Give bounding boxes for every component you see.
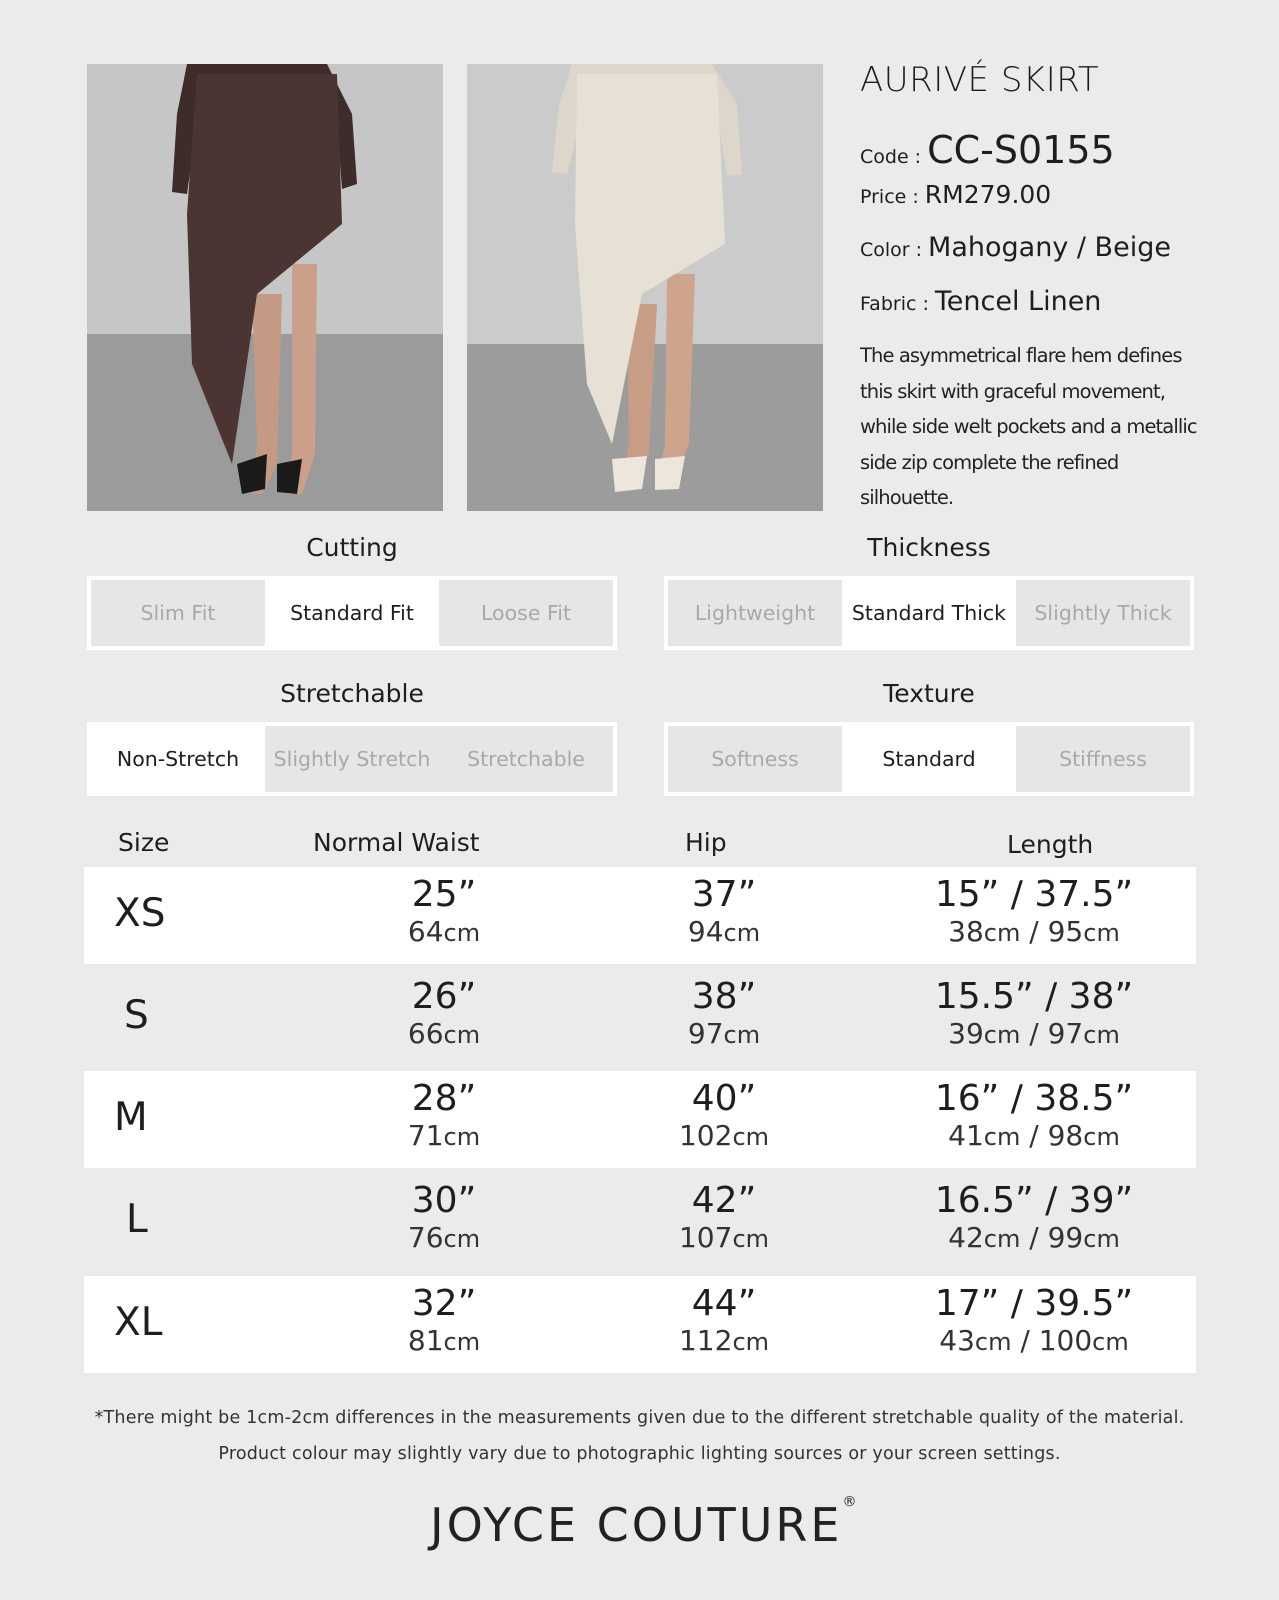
waist-inches: 26”: [411, 976, 477, 1017]
length-cm: 41cm / 98cm: [948, 1119, 1120, 1152]
texture-selector: [664, 722, 1194, 796]
brand-name: JOYCE COUTURE: [430, 1498, 843, 1552]
length-cm: 42cm / 99cm: [948, 1221, 1120, 1254]
header-hip: Hip: [685, 828, 727, 857]
product-description: The asymmetrical flare hem defines this skirt with graceful movement, while side welt pockets and a metallic side zip complete the refined silhouette.: [860, 344, 1197, 509]
table-row-s: [84, 969, 1196, 1066]
hip-inches: 40”: [691, 1078, 757, 1119]
size-label: XL: [114, 1300, 163, 1345]
length-cm: 43cm / 100cm: [939, 1324, 1129, 1357]
hip-inches: 42”: [691, 1180, 757, 1221]
length-cell: [904, 977, 1164, 1052]
length-cm: 38cm / 95cm: [948, 915, 1120, 948]
stretchable-option-stretchable: Stretchable: [467, 747, 585, 771]
hip-cm: 112cm: [678, 1324, 770, 1357]
waist-cm: 81cm: [407, 1324, 481, 1357]
color-label: Color :: [860, 239, 923, 261]
length-inches: 15.5” / 38”: [934, 976, 1134, 1017]
thickness-option-standard-thick: Standard Thick: [842, 580, 1016, 646]
thickness-selector: [664, 576, 1194, 650]
length-inches: 16” / 38.5”: [934, 1078, 1134, 1119]
stretchable-option-slightly-stretch: Slightly Stretch: [273, 747, 431, 771]
hip-cell: [624, 977, 824, 1052]
hip-cell: [624, 1284, 824, 1359]
hip-cell: [624, 875, 824, 950]
product-photo-mahogany: [87, 64, 443, 511]
waist-inches: 25”: [411, 874, 477, 915]
product-fabric: Tencel Linen: [934, 286, 1102, 317]
length-cell: [904, 875, 1164, 950]
stretchable-option-non-stretch: Non-Stretch: [91, 726, 265, 792]
length-inches: 17” / 39.5”: [934, 1283, 1134, 1324]
length-inches: 15” / 37.5”: [934, 874, 1134, 915]
waist-inches: 32”: [411, 1283, 477, 1324]
hip-cell: [624, 1079, 824, 1154]
price-line: [860, 180, 1051, 209]
header-size: Size: [118, 828, 170, 857]
hip-inches: 44”: [691, 1283, 757, 1324]
waist-cm: 76cm: [407, 1221, 481, 1254]
thickness-option-lightweight: Lightweight: [694, 601, 816, 625]
length-cell: [904, 1284, 1164, 1359]
size-label: M: [114, 1095, 148, 1140]
table-row-m: [84, 1071, 1196, 1168]
hip-inches: 37”: [691, 874, 757, 915]
length-inches: 16.5” / 39”: [934, 1180, 1134, 1221]
hip-inches: 38”: [691, 976, 757, 1017]
cutting-title: Cutting: [306, 533, 398, 562]
table-row-xl: [84, 1276, 1196, 1373]
color-line: [860, 232, 1171, 263]
measurement-note: *There might be 1cm-2cm differences in the measurements given due to the different stretchable quality of the material.: [94, 1408, 1185, 1428]
hip-cm: 97cm: [687, 1017, 761, 1050]
header-length: Length: [1007, 830, 1094, 859]
waist-cm: 71cm: [407, 1119, 481, 1152]
fabric-line: [860, 286, 1101, 317]
length-cell: [904, 1079, 1164, 1154]
length-cell: [904, 1181, 1164, 1256]
hip-cell: [624, 1181, 824, 1256]
product-price: RM279.00: [924, 180, 1052, 209]
table-row-xs: [84, 867, 1196, 964]
waist-cell: [314, 1284, 574, 1359]
thickness-title: Thickness: [867, 533, 991, 562]
waist-cm: 66cm: [407, 1017, 481, 1050]
texture-option-stiffness: Stiffness: [1059, 747, 1147, 771]
texture-option-softness: Softness: [711, 747, 799, 771]
table-row-l: [84, 1173, 1196, 1270]
waist-cm: 64cm: [407, 915, 481, 948]
waist-cell: [314, 1079, 574, 1154]
product-photo-beige: [467, 64, 823, 511]
product-title: AURIVÉ SKIRT: [860, 60, 1100, 100]
length-cm: 39cm / 97cm: [948, 1017, 1120, 1050]
texture-option-standard: Standard: [842, 726, 1016, 792]
registered-mark: ®: [842, 1494, 857, 1510]
waist-cell: [314, 977, 574, 1052]
price-label: Price :: [860, 186, 919, 208]
waist-cell: [314, 1181, 574, 1256]
hip-cm: 107cm: [678, 1221, 770, 1254]
cutting-selector: [87, 576, 617, 650]
stretchable-title: Stretchable: [280, 679, 424, 708]
hip-cm: 94cm: [687, 915, 761, 948]
product-code: CC-S0155: [927, 128, 1115, 172]
waist-cell: [314, 875, 574, 950]
waist-inches: 30”: [411, 1180, 477, 1221]
product-color: Mahogany / Beige: [928, 232, 1171, 263]
code-line: [860, 128, 1115, 172]
size-label: L: [126, 1197, 148, 1242]
size-label: XS: [114, 891, 166, 936]
cutting-option-standard-fit: Standard Fit: [265, 580, 439, 646]
thickness-option-slightly-thick: Slightly Thick: [1034, 601, 1172, 625]
header-waist: Normal Waist: [313, 828, 480, 857]
hip-cm: 102cm: [678, 1119, 770, 1152]
stretchable-selector: [87, 722, 617, 796]
texture-title: Texture: [883, 679, 975, 708]
cutting-option-loose-fit: Loose Fit: [481, 601, 571, 625]
brand-logo: [430, 1494, 857, 1552]
waist-inches: 28”: [411, 1078, 477, 1119]
size-label: S: [124, 993, 149, 1038]
fabric-label: Fabric :: [860, 293, 929, 315]
code-label: Code :: [860, 146, 922, 168]
cutting-option-slim-fit: Slim Fit: [140, 601, 216, 625]
colour-note: Product colour may slightly vary due to photographic lighting sources or your screen settings.: [218, 1444, 1061, 1464]
